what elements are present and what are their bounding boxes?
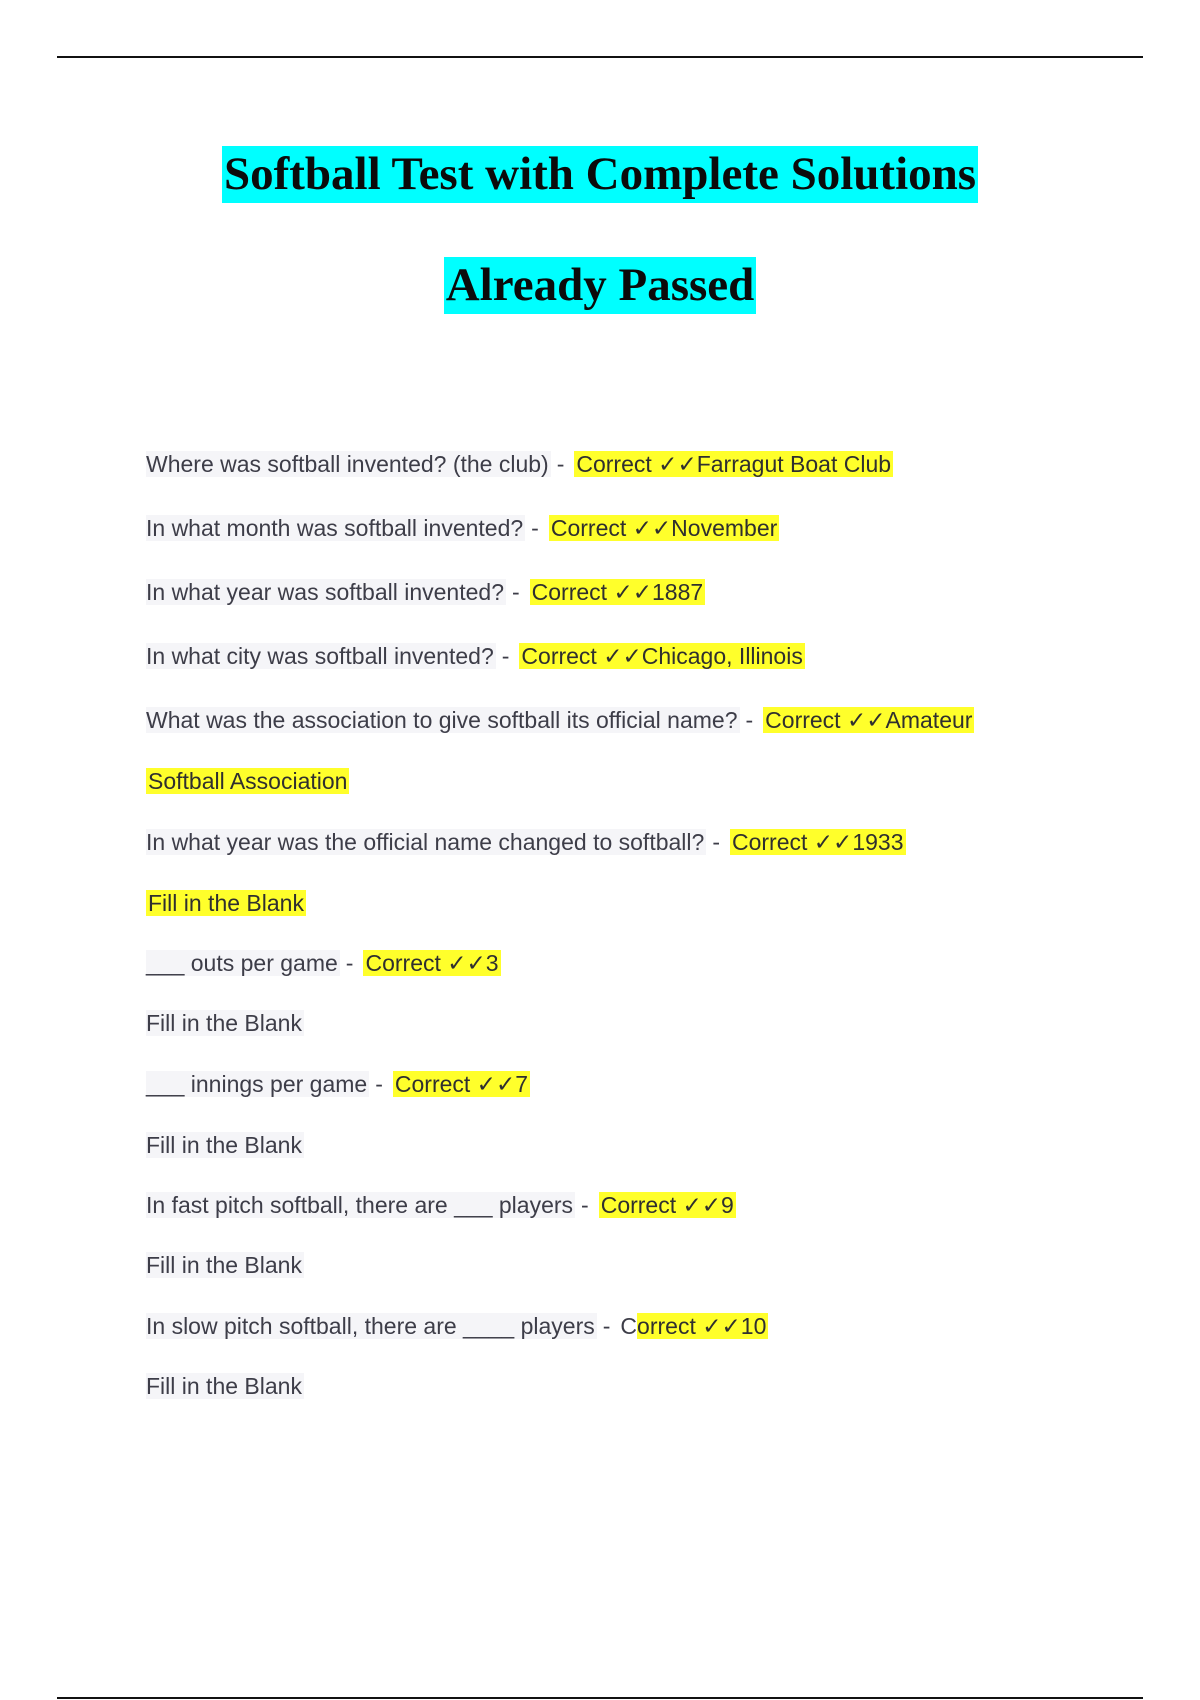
note-text: Fill in the Blank [146, 1010, 302, 1036]
question-text: In fast pitch softball, there are ___ players [146, 1192, 574, 1218]
note-text: Fill in the Blank [146, 1252, 302, 1278]
question-text: In what year was softball invented? [146, 579, 504, 605]
answer-text: orrect ✓✓10 [637, 1313, 767, 1339]
qa-item [146, 1311, 1076, 1342]
answer-text-unhighlighted: C [620, 1313, 638, 1339]
qa-item [146, 1190, 1076, 1221]
qa-item [146, 948, 1076, 979]
qa-item [146, 1069, 1076, 1100]
answer-text: Correct ✓✓7 [394, 1071, 529, 1097]
title-line-2: Already Passed [444, 257, 757, 314]
question-text: What was the association to give softball its official name? [146, 707, 738, 733]
separator: - [745, 707, 754, 733]
separator: - [602, 1313, 611, 1339]
answer-text: Correct ✓✓November [550, 515, 778, 541]
bottom-rule [57, 1697, 1143, 1699]
qa-item [146, 513, 1076, 544]
qa-item [146, 705, 1076, 736]
question-text: ___ outs per game [146, 950, 338, 976]
note-line [146, 1250, 1076, 1281]
question-text: ___ innings per game [146, 1071, 368, 1097]
separator: - [531, 515, 539, 541]
question-text: In slow pitch softball, there are ____ players [146, 1313, 595, 1339]
answer-text: Correct ✓✓1933 [731, 829, 904, 855]
question-text: Where was softball invented? (the club) [146, 451, 549, 477]
question-list [146, 449, 1076, 1402]
note-text: Fill in the Blank [146, 1132, 302, 1158]
qa-item [146, 641, 1076, 672]
answer-text: Correct ✓✓Farragut Boat Club [576, 451, 892, 477]
top-rule [57, 56, 1143, 58]
separator: - [501, 643, 510, 669]
answer-continuation [146, 766, 1076, 797]
answer-text: Correct ✓✓1887 [531, 579, 704, 605]
note-line [146, 1008, 1076, 1039]
separator: - [712, 829, 720, 855]
separator: - [581, 1192, 589, 1218]
qa-item [146, 449, 1076, 480]
note-line [146, 1130, 1076, 1161]
note-text: Fill in the Blank [146, 1373, 302, 1399]
answer-text-continued: Softball Association [148, 768, 348, 794]
answer-continuation [146, 888, 1076, 919]
separator: - [345, 950, 354, 976]
note-line [146, 1371, 1076, 1402]
question-text: In what month was softball invented? [146, 515, 524, 541]
document-title [0, 146, 1200, 314]
qa-item [146, 827, 1076, 858]
answer-text: Correct ✓✓3 [365, 950, 499, 976]
answer-text: Correct ✓✓9 [600, 1192, 734, 1218]
title-line-1: Softball Test with Complete Solutions [222, 146, 978, 203]
question-text: In what year was the official name changed to softball? [146, 829, 705, 855]
separator: - [375, 1071, 383, 1097]
qa-item [146, 577, 1076, 608]
separator: - [556, 451, 565, 477]
answer-text: Correct ✓✓Amateur [765, 707, 973, 733]
answer-text-continued: Fill in the Blank [148, 890, 304, 916]
question-text: In what city was softball invented? [146, 643, 494, 669]
answer-text: Correct ✓✓Chicago, Illinois [521, 643, 803, 669]
separator: - [511, 579, 520, 605]
